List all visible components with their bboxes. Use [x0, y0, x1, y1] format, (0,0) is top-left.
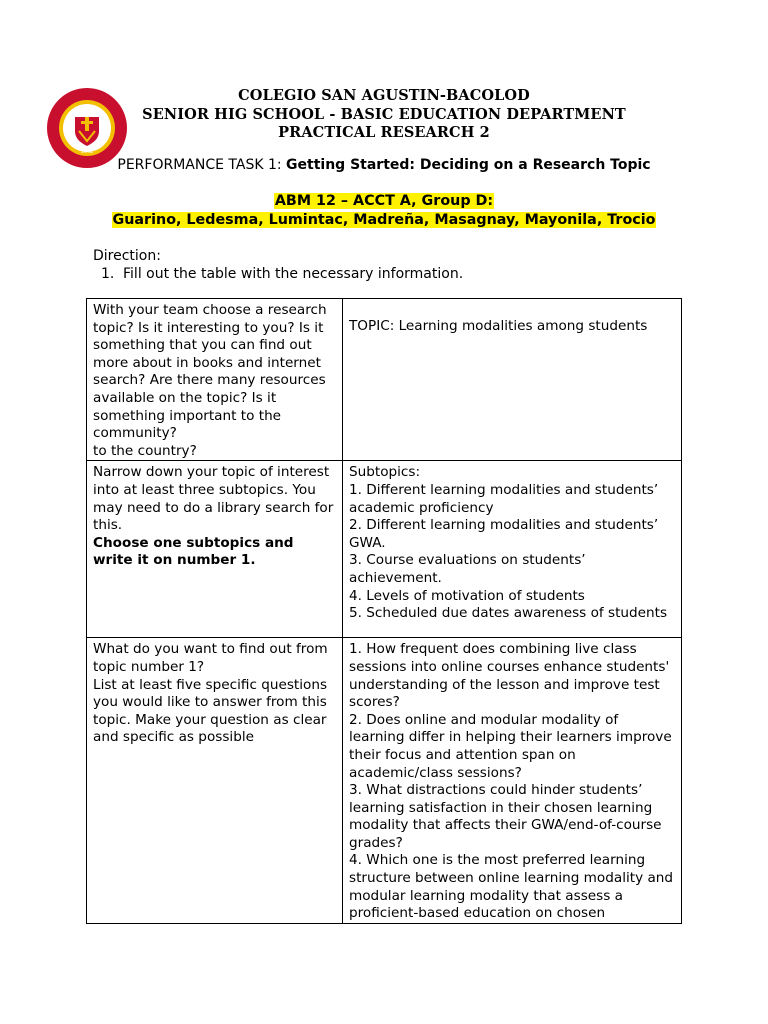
list-item: 3. What distractions could hinder students’ learning satisfaction in their chosen learning modality that affects their GWA/end-of-course grades?: [349, 782, 662, 851]
document-header: [0, 87, 768, 143]
list-item: 4. Levels of motivation of students: [349, 587, 585, 604]
group-info: [0, 192, 768, 230]
list-item: 3. Course evaluations on students’ achievement.: [349, 552, 586, 586]
task-prefix: PERFORMANCE TASK 1:: [117, 157, 287, 173]
list-item: 1. Different learning modalities and students’ academic proficiency: [349, 481, 659, 516]
table-row: [87, 461, 682, 638]
subject-name: PRACTICAL RESEARCH 2: [278, 124, 490, 141]
question-cell: With your team choose a research topic? Is it interesting to you? Is it something that you can find out more about in books and internet search? Are there many resources available on the topic? Is it something important to the community? to the country?: [87, 299, 343, 461]
svg-text:1962: 1962: [80, 149, 94, 155]
direction-label: Direction:: [93, 248, 161, 264]
list-item: 4. Which one is the most preferred learning structure between online learning modality and modular learning modality that assess a proficient-based education on chosen: [349, 852, 674, 922]
school-name: COLEGIO SAN AGUSTIN-BACOLOD: [238, 87, 530, 104]
list-item: 2. Does online and modular modality of learning differ in helping their learners improve their focus and attention span on academic/class sessions?: [349, 711, 672, 781]
department-name: SENIOR HIG SCHOOL - BASIC EDUCATION DEPARTMENT: [142, 105, 626, 123]
group-section: ABM 12 – ACCT A, Group D:: [274, 193, 494, 209]
answer-cell: Subtopics: 1. Different learning modalities and students’ academic proficiency 2. Different learning modalities and students’ GWA. 3. Course evaluations on students’ achievement. 4. Levels of motivation of students 5. Scheduled due dates awareness of students: [343, 461, 682, 638]
direction-item: 1. Fill out the table with the necessary information.: [101, 266, 464, 282]
answer-cell: [343, 299, 682, 461]
task-title: Getting Started: Deciding on a Research Topic: [286, 157, 651, 173]
group-members: Guarino, Ledesma, Lumintac, Madreña, Masagnay, Mayonila, Trocio: [112, 212, 656, 228]
table-row: [87, 638, 682, 924]
direction-block: [93, 247, 463, 283]
question-cell: Narrow down your topic of interest into at least three subtopics. You may need to do a library search for this. Choose one subtopics and write it on number 1.: [87, 461, 343, 638]
question-cell: What do you want to find out from topic number 1? List at least five specific questions you would like to answer from this topic. Make your question as clear and specific as possible: [87, 638, 343, 924]
topic-answer: TOPIC: Learning modalities among students: [349, 318, 648, 334]
answer-cell: [343, 638, 682, 924]
list-item: 2. Different learning modalities and students’ GWA.: [349, 517, 659, 551]
table-row: [87, 299, 682, 461]
list-item: 1. How frequent does combining live class sessions into online courses enhance students' understanding of the lesson and improve test scores?: [349, 641, 670, 711]
performance-task-title: [0, 157, 768, 173]
list-item: 5. Scheduled due dates awareness of students: [349, 605, 668, 622]
research-topic-table: [86, 298, 682, 924]
